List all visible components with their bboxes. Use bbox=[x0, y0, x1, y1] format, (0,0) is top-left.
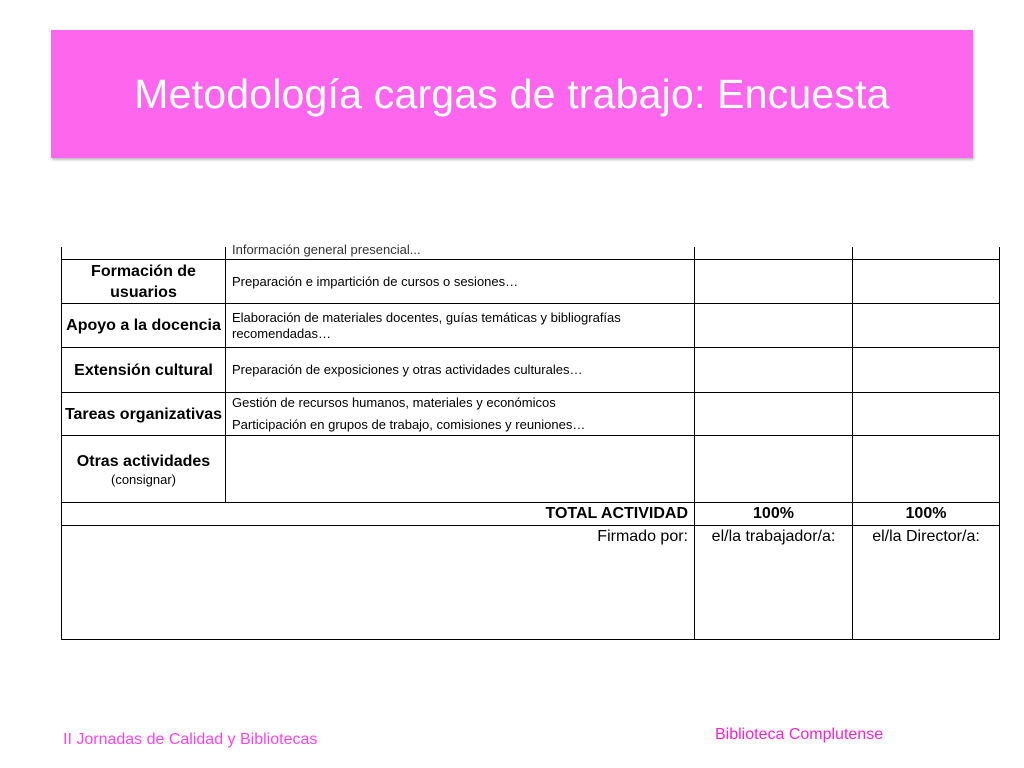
description-cell bbox=[226, 348, 695, 393]
director-percent-cell bbox=[853, 348, 1000, 393]
description-line: Preparación e impartición de cursos o sesiones… bbox=[232, 273, 519, 289]
description-line: Elaboración de materiales docentes, guías temáticas y bibliografías recomendadas… bbox=[232, 309, 621, 341]
total-label: TOTAL ACTIVIDAD bbox=[62, 503, 695, 526]
description-cell bbox=[226, 436, 695, 503]
category-cell bbox=[62, 436, 226, 503]
director-percent-cell bbox=[853, 260, 1000, 304]
worker-percent-cell bbox=[695, 304, 853, 348]
table-row-cut bbox=[62, 247, 1000, 260]
signature-worker: el/la trabajador/a: bbox=[695, 526, 853, 640]
worker-percent-cell bbox=[695, 436, 853, 503]
survey-table-image bbox=[61, 242, 999, 644]
signature-director: el/la Director/a: bbox=[853, 526, 1000, 640]
director-percent-cell bbox=[853, 436, 1000, 503]
footer-event-name: II Jornadas de Calidad y Bibliotecas bbox=[63, 731, 318, 748]
cut-description-text: Información general presencial... bbox=[232, 242, 421, 257]
slide-title: Metodología cargas de trabajo: Encuesta bbox=[134, 70, 890, 117]
worker-percent-cell bbox=[695, 348, 853, 393]
table-row bbox=[62, 393, 1000, 436]
footer-organization: Biblioteca Complutense bbox=[715, 726, 884, 743]
signature-label: Firmado por: bbox=[62, 526, 695, 640]
director-percent-cell bbox=[853, 304, 1000, 348]
cut-category-cell bbox=[62, 247, 226, 260]
category-cell: Formación de usuarios bbox=[62, 260, 226, 304]
description-line: Gestión de recursos humanos, materiales y económicos bbox=[232, 395, 556, 410]
category-label: Otras actividades bbox=[76, 452, 211, 470]
table-row bbox=[62, 436, 1000, 503]
title-banner bbox=[51, 30, 973, 158]
signature-row bbox=[62, 526, 1000, 640]
description-line: Preparación de exposiciones y otras actividades culturales… bbox=[232, 362, 583, 377]
cut-description-cell bbox=[226, 242, 695, 260]
description-cell bbox=[226, 393, 695, 436]
category-cell: Extensión cultural bbox=[62, 348, 226, 393]
total-row bbox=[62, 503, 1000, 526]
table-row bbox=[62, 348, 1000, 393]
category-note: (consignar) bbox=[110, 471, 177, 487]
description-cell bbox=[226, 260, 695, 304]
category-cell: Tareas organizativas bbox=[62, 393, 226, 436]
survey-table bbox=[61, 242, 1000, 640]
total-worker-value: 100% bbox=[695, 503, 853, 526]
cut-director-cell bbox=[853, 247, 1000, 260]
director-percent-cell bbox=[853, 393, 1000, 436]
category-cell: Apoyo a la docencia bbox=[62, 304, 226, 348]
table-row bbox=[62, 260, 1000, 304]
description-line: Participación en grupos de trabajo, comisiones y reuniones… bbox=[232, 417, 586, 432]
worker-percent-cell bbox=[695, 260, 853, 304]
cut-worker-cell bbox=[695, 247, 853, 260]
table-row bbox=[62, 304, 1000, 348]
description-cell bbox=[226, 304, 695, 348]
worker-percent-cell bbox=[695, 393, 853, 436]
total-director-value: 100% bbox=[853, 503, 1000, 526]
